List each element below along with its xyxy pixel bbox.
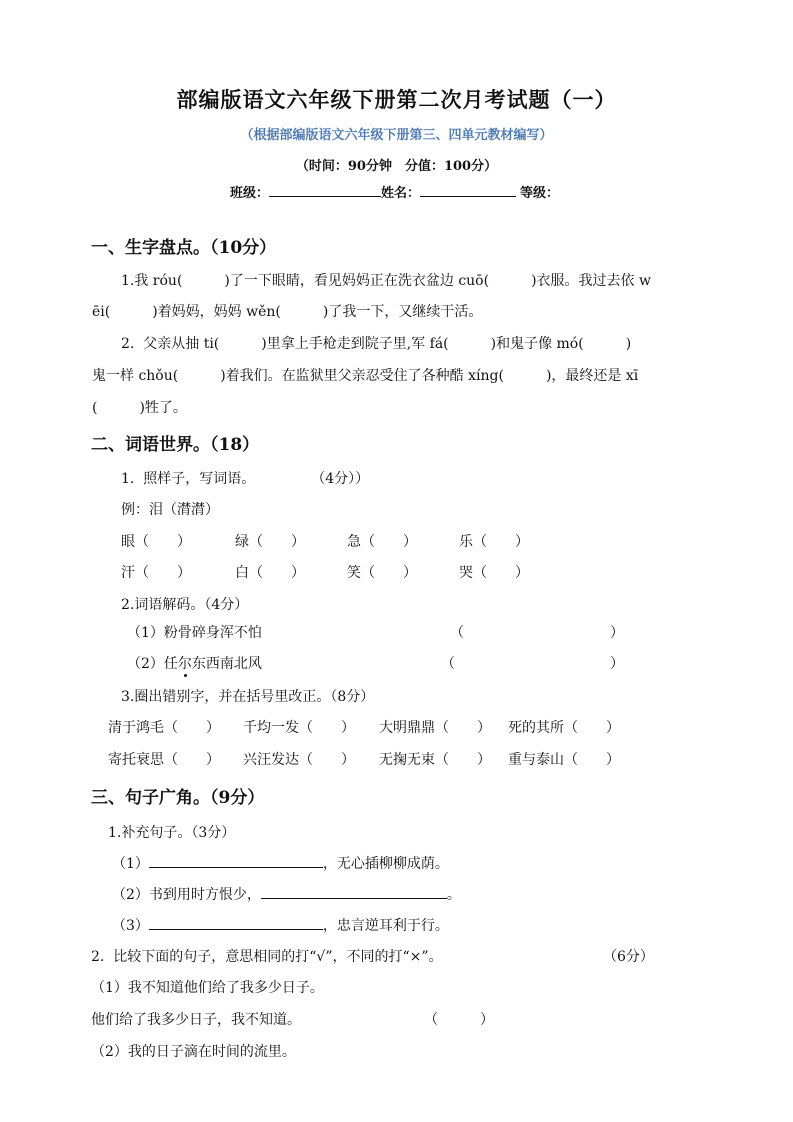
section3-q2-score: （6分） xyxy=(603,949,654,965)
class-label: 班级： xyxy=(230,186,270,201)
section1-line-5: ( )牲了。 xyxy=(92,400,187,416)
page-subtitle: （根据部编版语文六年级下册第三、四单元教材编写） xyxy=(240,128,553,143)
typo-item: 大明鼎鼎（ ） xyxy=(379,720,491,736)
q2-item-1: （1）粉骨碎身浑不怕 xyxy=(127,625,262,641)
word-item: 乐（ ） xyxy=(459,534,529,550)
q2-item-2-paren-open: （ xyxy=(441,656,455,672)
word-item: 哭（ ） xyxy=(459,565,529,581)
compare-1b: 他们给了我多少日子，我不知道。 xyxy=(91,1012,301,1028)
section1-line-2: ēi( )着妈妈，妈妈 wěn( )了我一下，又继续干活。 xyxy=(92,304,483,320)
q2-item-2: （2）任尔东西南北风 xyxy=(127,656,262,672)
section3-q1: 1.补充句子。（3分） xyxy=(108,825,236,841)
sentence-3: （3） ，忠言逆耳利于行。 xyxy=(112,918,449,934)
page-title: 部编版语文六年级下册第二次月考试题（一） xyxy=(176,87,617,112)
name-blank[interactable] xyxy=(420,184,516,197)
student-info-line xyxy=(230,182,559,201)
sentence-2-blank[interactable] xyxy=(261,886,447,899)
section3-q2: 2. 比较下面的句子，意思相同的打“√”，不同的打“×”。 xyxy=(91,949,443,965)
typo-item: 寄托衰思（ ） xyxy=(108,752,220,768)
name-label: 姓名： xyxy=(381,186,421,201)
grade-label: 等级： xyxy=(520,186,560,201)
compare-1-answer[interactable]: （ ） xyxy=(424,1012,494,1028)
typo-item: 死的其所（ ） xyxy=(508,720,620,736)
word-item: 绿（ ） xyxy=(235,534,305,550)
section2-q1: 1. 照样子，写词语。 （4分）） xyxy=(121,471,370,487)
typo-item: 无掬无束（ ） xyxy=(379,752,491,768)
section3-heading: 三、句子广角。（9分） xyxy=(91,788,265,808)
section1-line-3: 2. 父亲从抽 ti( )里拿上手枪走到院子里,军 fá( )和鬼子像 mó( ) xyxy=(121,336,632,352)
sentence-1-blank[interactable] xyxy=(149,855,323,868)
word-item: 眼（ ） xyxy=(121,534,191,550)
section2-example: 例：泪（潸潸） xyxy=(121,502,219,518)
time-score-info: （时间：90分钟 分值：100分） xyxy=(295,159,498,174)
section2-q3: 3.圈出错别字，并在括号里改正。（8分） xyxy=(121,689,375,705)
q2-item-1-paren-close: ） xyxy=(610,625,624,641)
sentence-1: （1） ，无心插柳柳成荫。 xyxy=(112,856,449,872)
q2-item-1-paren-open: （ xyxy=(450,625,464,641)
word-item: 汗（ ） xyxy=(121,565,191,581)
emphasis-dot-char: 尔 xyxy=(177,656,192,672)
sentence-2: （2）书到用时方恨少， 。 xyxy=(112,887,461,903)
section2-q2: 2.词语解码。（4分） xyxy=(121,597,249,613)
word-item: 白（ ） xyxy=(235,565,305,581)
class-blank[interactable] xyxy=(269,184,381,197)
typo-item: 兴汪发达（ ） xyxy=(243,752,355,768)
q2-item-2-paren-close: ） xyxy=(610,656,624,672)
typo-item: 清于鸿毛（ ） xyxy=(108,720,220,736)
section2-heading: 二、词语世界。（18） xyxy=(91,435,260,455)
typo-item: 重与泰山（ ） xyxy=(508,752,620,768)
word-item: 急（ ） xyxy=(347,534,417,550)
typo-item: 千均一发（ ） xyxy=(243,720,355,736)
section1-line-4: 鬼一样 chǒu( )着我们。在监狱里父亲忍受住了各种酷 xíng( )，最终还是 xī xyxy=(92,368,639,384)
compare-1a: （1）我不知道他们给了我多少日子。 xyxy=(91,980,324,996)
word-item: 笑（ ） xyxy=(347,565,417,581)
sentence-3-blank[interactable] xyxy=(149,917,323,930)
compare-2a: （2）我的日子滴在时间的流里。 xyxy=(91,1044,296,1060)
section1-line-1: 1.我 róu( )了一下眼睛，看见妈妈正在洗衣盆边 cuō( )衣服。我过去依 w xyxy=(121,273,651,289)
section1-heading: 一、生字盘点。（10分） xyxy=(91,238,277,258)
